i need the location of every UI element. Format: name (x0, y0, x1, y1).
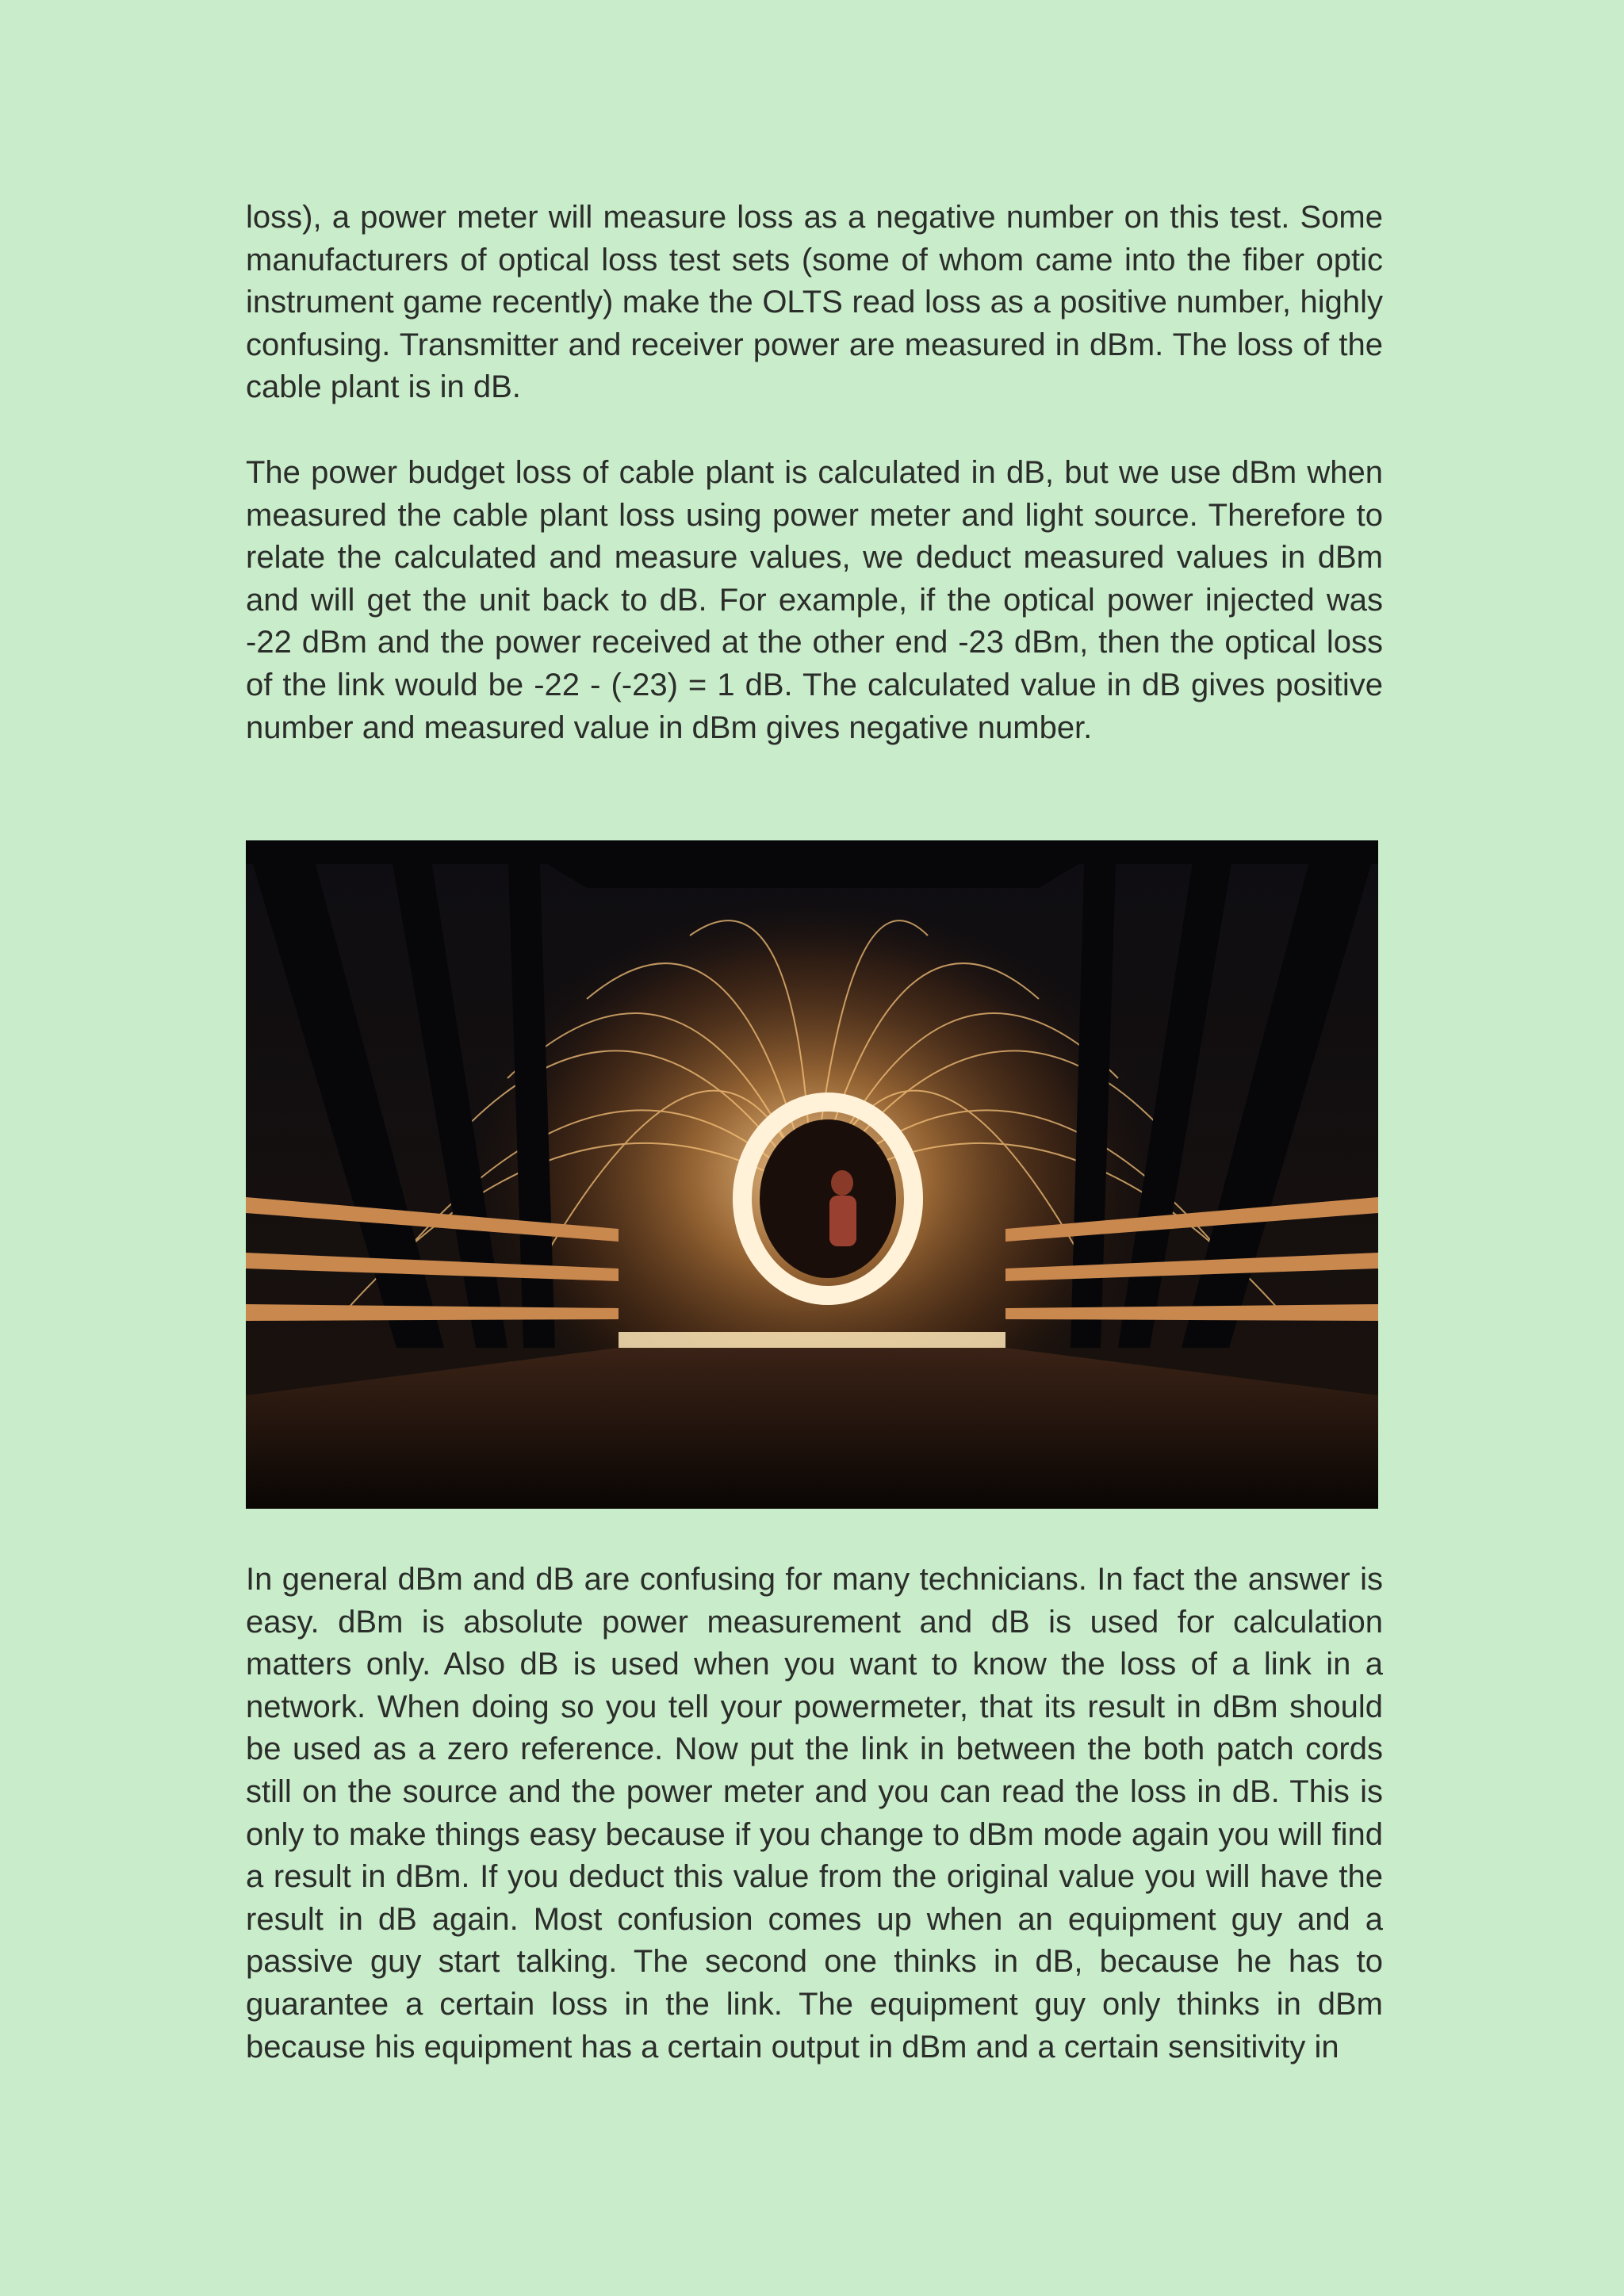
paragraph-text: loss), a power meter will measure loss as a negative number on this test. Some manufacturers of optical loss test sets (some of whom came into the fiber optic instrument game recently) make the OLTS read loss as a positive number, highly confusing. Transmitter and receiver power are measured in dBm. The loss of the cable plant is in dB. (246, 200, 1383, 405)
paragraph-power-meter-sign (246, 197, 1383, 409)
paragraph-dbm-vs-db (246, 1559, 1383, 2068)
paragraph-power-budget (246, 452, 1383, 749)
paragraph-text: The power budget loss of cable plant is calculated in dB, but we use dBm when measured the cable plant loss using power meter and light source. Therefore to relate the calculated and measure values, we deduct measured values in dBm and will get the unit back to dB. For example, if the optical power injected was -22 dBm and the power received at the other end -23 dBm, then the optical loss of the link would be -22 - (-23) = 1 dB. The calculated value in dB gives positive number and measured value in dBm gives negative number. (246, 455, 1383, 745)
steel-wool-bridge-photo (246, 840, 1378, 1509)
paragraph-text: In general dBm and dB are confusing for many technicians. In fact the answer is easy. dBm is absolute power measurement and dB is used for calculation matters only. Also dB is used when you want to know the loss of a link in a network. When doing so you tell your powermeter, that its result in dBm should be used as a zero reference. Now put the link in between the both patch cords still on the source and the power meter and you can read the loss in dB. This is only to make things easy because if you change to dBm mode again you will find a result in dBm. If you deduct this value from the original value you will have the result in dB again. Most confusion comes up when an equipment guy and a passive guy start talking. The second one thinks in dB, because he has to guarantee a certain loss in the link. The equipment guy only thinks in dBm because his equipment has a certain output in dBm and a certain sensitivity in (246, 1562, 1383, 2064)
photo-illustration (246, 840, 1378, 1509)
